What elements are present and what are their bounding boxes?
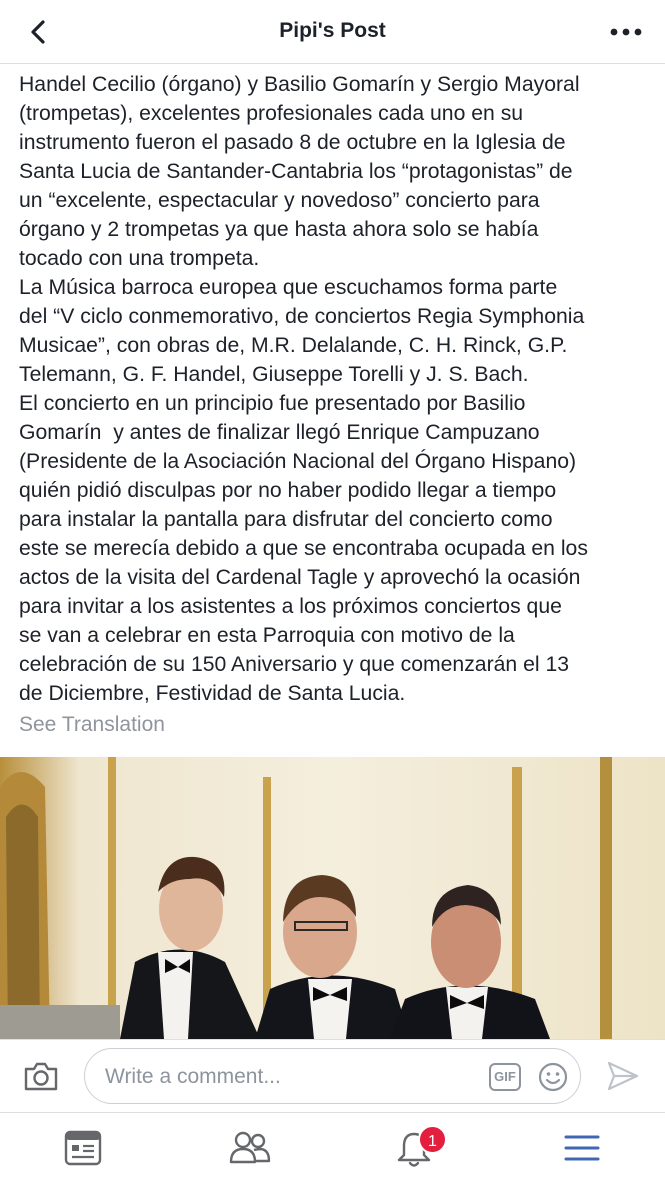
camera-button[interactable] [22, 1058, 60, 1094]
gif-button[interactable]: GIF [489, 1063, 521, 1091]
top-bar [0, 0, 665, 64]
bottom-tab-bar [0, 1112, 665, 1182]
send-button[interactable] [605, 1058, 641, 1094]
more-options-button[interactable] [607, 18, 647, 46]
emoji-button[interactable] [537, 1061, 569, 1093]
send-icon [605, 1058, 641, 1094]
comment-input[interactable] [103, 1061, 467, 1093]
see-translation-link[interactable]: See Translation [19, 713, 165, 736]
news-feed-icon [63, 1129, 103, 1167]
comment-composer [0, 1039, 665, 1112]
page-title: Pipi's Post [279, 19, 386, 42]
post-body-text: Handel Cecilio (órgano) y Basilio Gomarín y Sergio Mayoral (trompetas), excelentes profesionales cada uno en su instrumento fueron el pasado 8 de octubre en la Iglesia de Santa Lucia de Santander-Cantabria los “protagonistas” de un “excelente, espectacular y novedoso” concierto para órgano y 2 trompetas ya que hasta ahora solo se había tocado con una trompeta. La Música barroca europea que escuchamos forma parte del “V ciclo conmemorativo, de conciertos Regia Symphonia Musicae”, con obras de, M.R. Delalande, C. H. Rinck, G.P. Telemann, G. F. Handel, Giuseppe Torelli y J. S. Bach. El concierto en un principio fue presentado por Basilio Gomarín y antes de finalizar llegó Enrique Campuzano (Presidente de la Asociación Nacional del Órgano Hispano) quién pidió disculpas por no haber podido llegar a tiempo para instalar la pantalla para disfrutar del concierto como este se merecía debido a que se encontraba ocupada en los actos de la visita del Cardenal Tagle y aprovechó la ocasión para invitar a los asistentes a los próximos conciertos que se van a celebrar en esta Parroquia con motivo de la celebración de su 150 Aniversario y que comenzarán el 13 de Diciembre, Festividad de Santa Lucia. [19, 73, 588, 705]
friends-icon [229, 1129, 271, 1167]
comment-field-container [84, 1048, 581, 1104]
camera-icon [22, 1058, 60, 1094]
more-dots-icon [607, 18, 647, 46]
hamburger-icon [562, 1129, 602, 1167]
tab-friends[interactable] [225, 1125, 273, 1169]
post-photo[interactable] [0, 757, 665, 1039]
notification-badge: 1 [418, 1125, 447, 1154]
smiley-icon [537, 1061, 569, 1093]
tab-news-feed[interactable] [59, 1125, 107, 1169]
tab-menu[interactable] [558, 1125, 606, 1169]
photo-three-men-in-tuxedos [0, 757, 665, 1039]
